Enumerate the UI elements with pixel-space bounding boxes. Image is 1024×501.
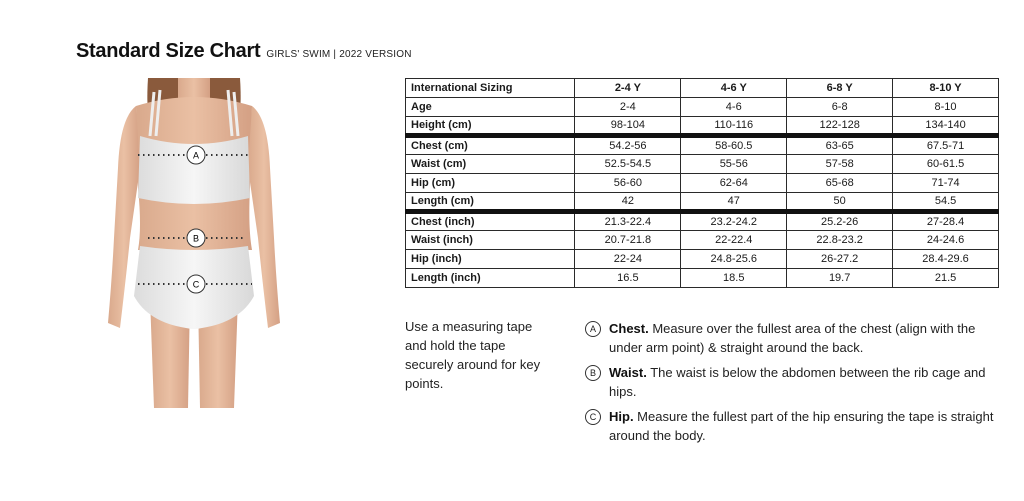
table-cell: 22-22.4	[681, 231, 787, 250]
row-label: Height (cm)	[406, 117, 575, 136]
table-header-cell: International Sizing	[406, 79, 575, 98]
table-cell: 110-116	[681, 117, 787, 136]
table-cell: 20.7-21.8	[575, 231, 681, 250]
table-cell: 28.4-29.6	[893, 250, 999, 269]
table-row	[406, 117, 999, 136]
table-cell: 47	[681, 193, 787, 212]
table-cell: 63-65	[787, 136, 893, 155]
table-cell: 134-140	[893, 117, 999, 136]
table-cell: 58-60.5	[681, 136, 787, 155]
table-row	[406, 174, 999, 193]
table-row	[406, 155, 999, 174]
legend-text	[609, 319, 1005, 357]
table-cell: 21.5	[893, 269, 999, 288]
table-cell: 8-10	[893, 98, 999, 117]
table-row	[406, 250, 999, 269]
table-cell: 71-74	[893, 174, 999, 193]
table-header-cell: 4-6 Y	[681, 79, 787, 98]
legend-description: The waist is below the abdomen between the rib cage and hips.	[609, 365, 986, 399]
svg-text:C: C	[192, 279, 200, 290]
model-illustration	[90, 78, 298, 408]
table-cell: 62-64	[681, 174, 787, 193]
svg-text:B: B	[192, 233, 200, 244]
legend-marker: C	[585, 409, 601, 425]
legend-item-chest	[585, 319, 1005, 357]
table-cell: 22.8-23.2	[787, 231, 893, 250]
table-cell: 65-68	[787, 174, 893, 193]
legend-description: Measure over the fullest area of the chest (align with the under arm point) & straight around the back.	[609, 321, 976, 355]
table-cell: 42	[575, 193, 681, 212]
table-cell: 24.8-25.6	[681, 250, 787, 269]
row-label: Chest (inch)	[406, 212, 575, 231]
table-row	[406, 231, 999, 250]
row-label: Waist (cm)	[406, 155, 575, 174]
legend-text	[609, 407, 1005, 445]
legend-term: Hip.	[609, 409, 634, 424]
table-cell: 54.5	[893, 193, 999, 212]
legend-term: Chest.	[609, 321, 649, 336]
table-row	[406, 136, 999, 155]
table-cell: 22-24	[575, 250, 681, 269]
marker-c	[187, 275, 205, 293]
table-header-row	[406, 79, 999, 98]
table-cell: 26-27.2	[787, 250, 893, 269]
table-cell: 98-104	[575, 117, 681, 136]
table-row	[406, 212, 999, 231]
legend-item-waist	[585, 363, 1005, 401]
table-row	[406, 269, 999, 288]
table-cell: 6-8	[787, 98, 893, 117]
row-label: Chest (cm)	[406, 136, 575, 155]
row-label: Length (cm)	[406, 193, 575, 212]
row-label: Hip (cm)	[406, 174, 575, 193]
row-label: Waist (inch)	[406, 231, 575, 250]
measuring-instructions: Use a measuring tape and hold the tape securely around for key points.	[405, 319, 541, 391]
row-label: Hip (inch)	[406, 250, 575, 269]
page-subtitle: GIRLS' SWIM | 2022 VERSION	[266, 49, 412, 60]
table-cell: 4-6	[681, 98, 787, 117]
size-chart-table	[405, 78, 999, 288]
legend-marker: A	[585, 321, 601, 337]
marker-a	[187, 146, 205, 164]
table-cell: 57-58	[787, 155, 893, 174]
table-cell: 18.5	[681, 269, 787, 288]
legend-text	[609, 363, 1005, 401]
row-label: Length (inch)	[406, 269, 575, 288]
table-cell: 16.5	[575, 269, 681, 288]
table-header-cell: 6-8 Y	[787, 79, 893, 98]
table-cell: 19.7	[787, 269, 893, 288]
svg-text:A: A	[192, 150, 200, 161]
table-cell: 60-61.5	[893, 155, 999, 174]
chart-header	[76, 40, 412, 63]
legend-description: Measure the fullest part of the hip ensuring the tape is straight around the body.	[609, 409, 994, 443]
marker-b	[187, 229, 205, 247]
table-cell: 54.2-56	[575, 136, 681, 155]
table-cell: 56-60	[575, 174, 681, 193]
model-figure	[90, 78, 298, 408]
table-cell: 122-128	[787, 117, 893, 136]
row-label: Age	[406, 98, 575, 117]
table-cell: 23.2-24.2	[681, 212, 787, 231]
table-cell: 55-56	[681, 155, 787, 174]
table-cell: 24-24.6	[893, 231, 999, 250]
table-cell: 2-4	[575, 98, 681, 117]
page-title: Standard Size Chart	[76, 40, 261, 62]
table-row	[406, 98, 999, 117]
legend-item-hip	[585, 407, 1005, 445]
table-cell: 25.2-26	[787, 212, 893, 231]
table-cell: 27-28.4	[893, 212, 999, 231]
table-header-cell: 2-4 Y	[575, 79, 681, 98]
legend-marker: B	[585, 365, 601, 381]
table-cell: 67.5-71	[893, 136, 999, 155]
measurement-legend	[585, 319, 1005, 451]
table-cell: 21.3-22.4	[575, 212, 681, 231]
table-cell: 50	[787, 193, 893, 212]
table-cell: 52.5-54.5	[575, 155, 681, 174]
table-row	[406, 193, 999, 212]
table-header-cell: 8-10 Y	[893, 79, 999, 98]
legend-term: Waist.	[609, 365, 647, 380]
